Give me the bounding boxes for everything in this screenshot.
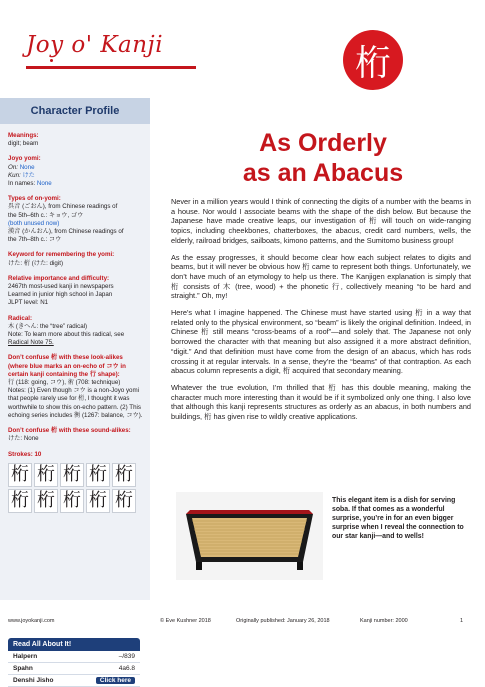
stroke-cell: 桁 bbox=[34, 489, 58, 513]
published-date: Originally published: January 26, 2018 bbox=[236, 618, 330, 624]
onyomi-types-section bbox=[8, 195, 144, 244]
keyword-section bbox=[8, 251, 144, 267]
title-line-2: as an Abacus bbox=[242, 159, 404, 187]
on-value: None bbox=[19, 163, 35, 171]
reference-row bbox=[8, 675, 140, 687]
page-footer bbox=[0, 616, 485, 630]
sidebar-title: Character Profile bbox=[0, 98, 150, 124]
reference-label: Halpern bbox=[13, 653, 38, 660]
names-value: None bbox=[36, 180, 52, 188]
relative-line-2: Learned in junior high school in Japan bbox=[8, 291, 113, 299]
meanings-section bbox=[8, 132, 144, 148]
site-url[interactable]: www.joyokanji.com bbox=[8, 618, 55, 624]
radical-line-1: 木 (きへん: the “tree” radical) bbox=[8, 322, 88, 330]
read-all-about-it-box bbox=[8, 638, 140, 687]
photo-caption: This elegant item is a dish for serving soba. If that comes as a wonderful surprise, you’re in for an even bigger surprise when I reveal the connection to our star kanji—and to wells! bbox=[332, 497, 464, 540]
radical-section bbox=[8, 315, 144, 348]
stroke-cell: 桁 bbox=[60, 489, 84, 513]
kun-value: けた bbox=[22, 171, 35, 179]
keyword-label: Keyword for remembering the yomi: bbox=[8, 251, 115, 259]
logo-underline bbox=[26, 66, 196, 69]
importance-section bbox=[8, 275, 144, 308]
stroke-cell: 桁 bbox=[112, 489, 136, 513]
logo-dot bbox=[50, 59, 53, 62]
kun-label: Kun: bbox=[8, 171, 21, 179]
reference-row bbox=[8, 651, 140, 663]
radical-note-link[interactable]: Radical Note 75. bbox=[8, 339, 54, 347]
paragraph: Here’s what I imagine happened. The Chinese must have started using 桁 in a way that related only to the physical environment, so “beam” is likely the original definition. Indeed, in Chinese 桁 still means “cross-beams of a roof”—and solely that. The Japanese not only borrowed the character with that meaning but also assigned it a more abstract definition, “digit.” And that definition must have come from the design of an abacus, which has rods crossing it at regular intervals. In a sense, they’re the “beams” of that contraption. As each abacus column represents a digit, 桁 acquired that secondary meaning. bbox=[171, 308, 471, 376]
kanon-line-1: 漢音 (かんおん), from Chinese readings of bbox=[8, 228, 124, 236]
stroke-cell: 桁 bbox=[86, 489, 110, 513]
stroke-cell: 桁 bbox=[8, 489, 32, 513]
relative-line-1: 2467th most-used kanji in newspapers bbox=[8, 283, 114, 291]
radical-label: Radical: bbox=[8, 314, 33, 322]
title-line-1: As Orderly bbox=[259, 129, 387, 157]
soba-dish-photo bbox=[176, 492, 323, 580]
lookalike-notes: Notes: (1) Even though コウ is a non-Joyo yomi that people rarely use for 桁, I thought it was worthwhile to show this on-echo pattern. (2) This echoing series includes 衡 (1267: balance, コウ). bbox=[8, 387, 143, 419]
stroke-cell: 桁 bbox=[8, 463, 32, 487]
strokes-section bbox=[8, 451, 144, 513]
on-label: On: bbox=[8, 163, 18, 171]
goon-line-3: (both unused now) bbox=[8, 219, 60, 227]
denshi-jisho-link[interactable]: Click here bbox=[96, 677, 135, 684]
kanji-number: Kanji number: 2000 bbox=[360, 618, 408, 624]
joy-o-kanji-logo bbox=[26, 32, 176, 80]
reference-value: –/839 bbox=[118, 653, 135, 660]
lookalikes-section bbox=[8, 354, 144, 420]
soundalike-label: Don’t confuse 桁 with these sound-alikes: bbox=[8, 427, 131, 435]
joyo-yomi-section bbox=[8, 155, 144, 188]
soundalike-value: けた: None bbox=[8, 435, 39, 443]
paragraph: Whatever the true evolution, I’m thrilled that 桁 has this double meaning, making the character much more interesting than it would be if it symbolized only one thing. I also love that although this kanji represents structures as orderly as an abacus, in both numbers and buildings, 桁 has given rise to wildly creative applications. bbox=[171, 382, 471, 422]
relative-label: Relative importance and difficulty: bbox=[8, 274, 110, 282]
reference-row bbox=[8, 663, 140, 675]
joyo-label: Joyo yomi: bbox=[8, 155, 41, 163]
page-number: 1 bbox=[460, 618, 464, 624]
relative-line-3: JLPT level: N1 bbox=[8, 299, 49, 307]
radical-line-2: Note: To learn more about this radical, see bbox=[8, 331, 125, 339]
kanon-line-2: the 7th–8th c.: コウ bbox=[8, 236, 62, 244]
goon-line-1: 呉音 (ごおん), from Chinese readings of bbox=[8, 203, 118, 211]
types-label: Types of on-yomi: bbox=[8, 195, 61, 203]
paragraph: Never in a million years would I think of connecting the digits of a number with the beams in a house. Nor would I associate beams with the shape of the dish below. But because the Japanese have made creative leaps, our investigation of 桁 will touch on wide-ranging topics, including cheekbones, chatterboxes, the abacus, credit card numbers, wells, the elderly, railroad bridges, sailboats, kimono patterns, and the Sumitomo business group! bbox=[171, 197, 471, 245]
names-label: In names: bbox=[8, 180, 36, 188]
article-title bbox=[175, 128, 471, 188]
stroke-cell: 桁 bbox=[112, 463, 136, 487]
reference-label: Spahn bbox=[13, 665, 33, 672]
stroke-order-grid bbox=[8, 463, 144, 513]
article-body bbox=[171, 197, 471, 429]
goon-line-2: the 5th–6th c.: キョウ, ゴウ bbox=[8, 211, 84, 219]
lookalike-line-1: 行 (118: going, コウ), 術 (708: technique) bbox=[8, 379, 121, 387]
meanings-label: Meanings: bbox=[8, 132, 39, 139]
read-all-title: Read All About It! bbox=[8, 638, 140, 651]
logo-text: Joy o' Kanji bbox=[26, 32, 164, 58]
keyword-value: けた: 桁 (けた: digit) bbox=[8, 259, 64, 267]
reference-value: 4a6.8 bbox=[118, 665, 135, 672]
paragraph: As the essay progresses, it should become clear how each subject relates to digits and beams, but it will never be obvious how 桁 came to represent both things. Unfortunately, we don’t have much of an etymology to help us there. The Kanjigen explanation is simply that 桁 consists of 木 (tree, wood) + the phonetic 行, collectively meaning “to be hard and straight.” Oh, my! bbox=[171, 252, 471, 301]
strokes-label: Strokes: 10 bbox=[8, 450, 42, 458]
reference-label: Denshi Jisho bbox=[13, 677, 54, 684]
stroke-cell: 桁 bbox=[60, 463, 84, 487]
meanings-value: digit; beam bbox=[8, 140, 39, 148]
stroke-cell: 桁 bbox=[86, 463, 110, 487]
soundalikes-section bbox=[8, 427, 144, 443]
stroke-cell: 桁 bbox=[34, 463, 58, 487]
copyright: © Eve Kushner 2018 bbox=[160, 618, 211, 624]
kanji-badge: 桁 bbox=[343, 30, 403, 90]
lookalike-label: Don’t confuse 桁 with these look-alikes (where blue marks an on-echo of コウ in certain kanji containing the 行 shape): bbox=[8, 354, 126, 378]
